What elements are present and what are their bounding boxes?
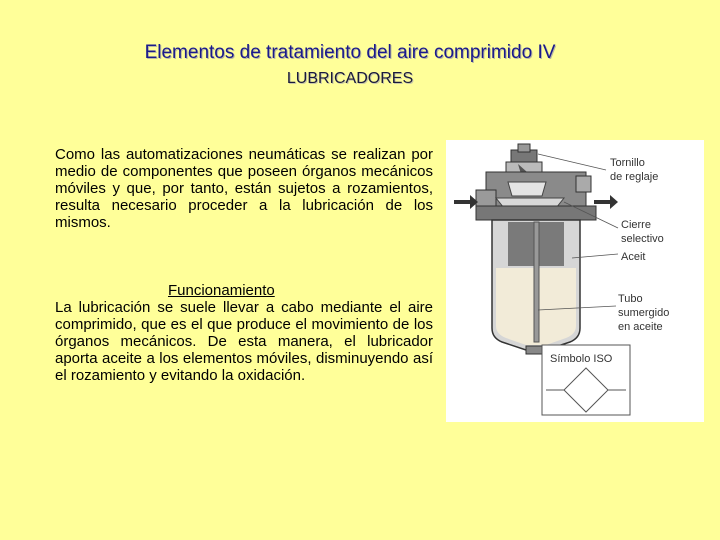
iso-symbol [542,345,630,415]
lubricator-bowl [492,220,580,354]
label-closure-2: selectivo [621,233,664,245]
page-title: Elementos de tratamiento del aire comprimido IV [144,42,556,63]
operation-heading: Funcionamiento [168,282,275,299]
label-tube-3: en aceite [618,321,663,333]
label-tube-1: Tubo [618,293,643,305]
label-closure-1: Cierre [621,219,651,231]
label-screw-1: Tornillo [610,157,645,169]
label-screw-2: de reglaje [610,171,659,183]
lubricator-figure [446,140,704,422]
lubricator-diagram [446,140,704,422]
label-tube-2: sumergido [618,307,670,319]
label-oil: Aceit [621,251,646,263]
lubricator-head [476,172,596,220]
operation-paragraph: La lubricación se suele llevar a cabo mediante el aire comprimido, que es el que produce el movimiento de los órganos mecánicos. De esta manera, el lubricador aporta aceite a los elementos móviles, disminuyendo así el rozamiento y evitando la oxidación. [55,299,433,384]
label-iso: Símbolo ISO [550,353,613,365]
intro-paragraph: Como las automatizaciones neumáticas se realizan por medio de componentes que poseen órganos mecánicos móviles y que, por tanto, están sujetos a rozamientos, resulta necesario proceder a la lubricación de los mismos. [55,146,433,231]
page-subtitle: LUBRICADORES [286,70,414,87]
